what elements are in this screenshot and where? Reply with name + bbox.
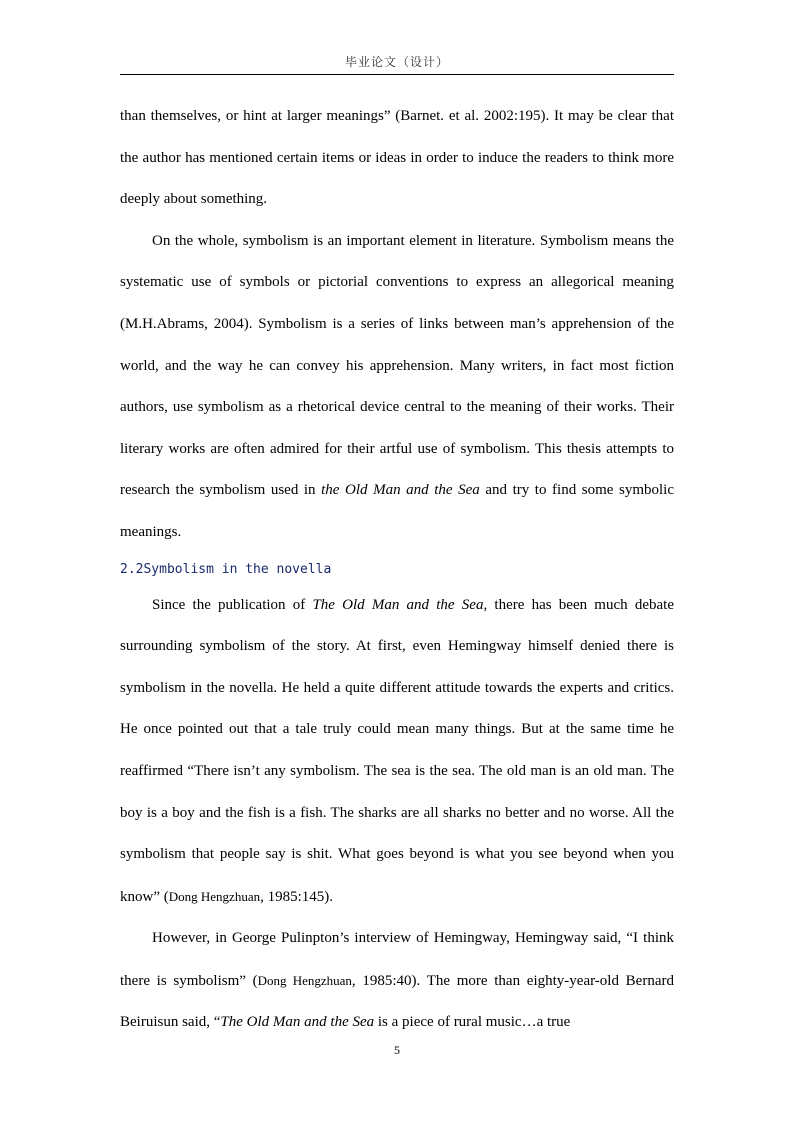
paragraph-3-text-c: , 1985:145). bbox=[260, 888, 334, 905]
paragraph-2-text-b: and try to find some symbolic meanings. bbox=[120, 482, 674, 540]
paragraph-3-text-a: Since the publication of bbox=[152, 596, 313, 613]
paragraph-4-text-b: , 1985:40). The more than eighty-year-old Bernard Beiruisun said, “ bbox=[120, 972, 674, 1031]
section-heading: 2.2Symbolism in the novella bbox=[120, 561, 332, 577]
paragraph-3 bbox=[120, 585, 674, 919]
paragraph-3-citation-author: Dong Hengzhuan bbox=[168, 888, 261, 904]
paragraph-4-citation-author: Dong Hengzhuan bbox=[257, 972, 352, 988]
paragraph-4-text-a: However, in George Pulinpton’s interview of Hemingway, Hemingway said, “I think there is symbolism” ( bbox=[120, 930, 674, 989]
paragraph-4-text-c: is a piece of rural music…a true bbox=[374, 1014, 571, 1031]
paragraph-1-text: than themselves, or hint at larger meanings” (Barnet. et al. 2002:195). It may be clear that the author has mentioned certain items or ideas in order to induce the readers to think more deeply about something. bbox=[120, 108, 674, 208]
paragraph-3-text-b: , there has been much debate surrounding symbolism of the story. At first, even Hemingway himself denied there is symbolism in the novella. He held a quite different attitude towards the experts and critics. He once pointed out that a tale truly could mean many things. But at the same time he reaffirmed “There isn’t any symbolism. The sea is the sea. The old man is an old man. The boy is a boy and the fish is a fish. The sharks are all sharks no better and no worse. All the symbolism that people say is shit. What goes beyond is what you see beyond when you know” ( bbox=[120, 596, 674, 905]
paragraph-4 bbox=[120, 918, 674, 1044]
paragraph-4-novel-title: The Old Man and the Sea bbox=[220, 1014, 375, 1031]
running-header: 毕业论文（设计） bbox=[344, 55, 449, 69]
page-number: 5 bbox=[394, 1043, 400, 1057]
paragraph-2-novel-title: the Old Man and the Sea bbox=[321, 482, 480, 499]
paragraph-1 bbox=[120, 96, 674, 221]
paragraph-3-novel-title: The Old Man and the Sea bbox=[312, 596, 484, 613]
paragraph-2 bbox=[120, 221, 674, 554]
paragraph-2-text-a: On the whole, symbolism is an important element in literature. Symbolism means the systematic use of symbols or pictorial conventions to express an allegorical meaning (M.H.Abrams, 2004). Symbolism is a series of links between man’s apprehension of the world, and the way he can convey his apprehension. Many writers, in fact most fiction authors, use symbolism as a rhetorical device central to the meaning of their works. Their literary works are often admired for their artful use of symbolism. This thesis attempts to research the symbolism used in bbox=[120, 232, 674, 499]
page-body bbox=[120, 96, 674, 1044]
header-rule bbox=[120, 74, 674, 75]
